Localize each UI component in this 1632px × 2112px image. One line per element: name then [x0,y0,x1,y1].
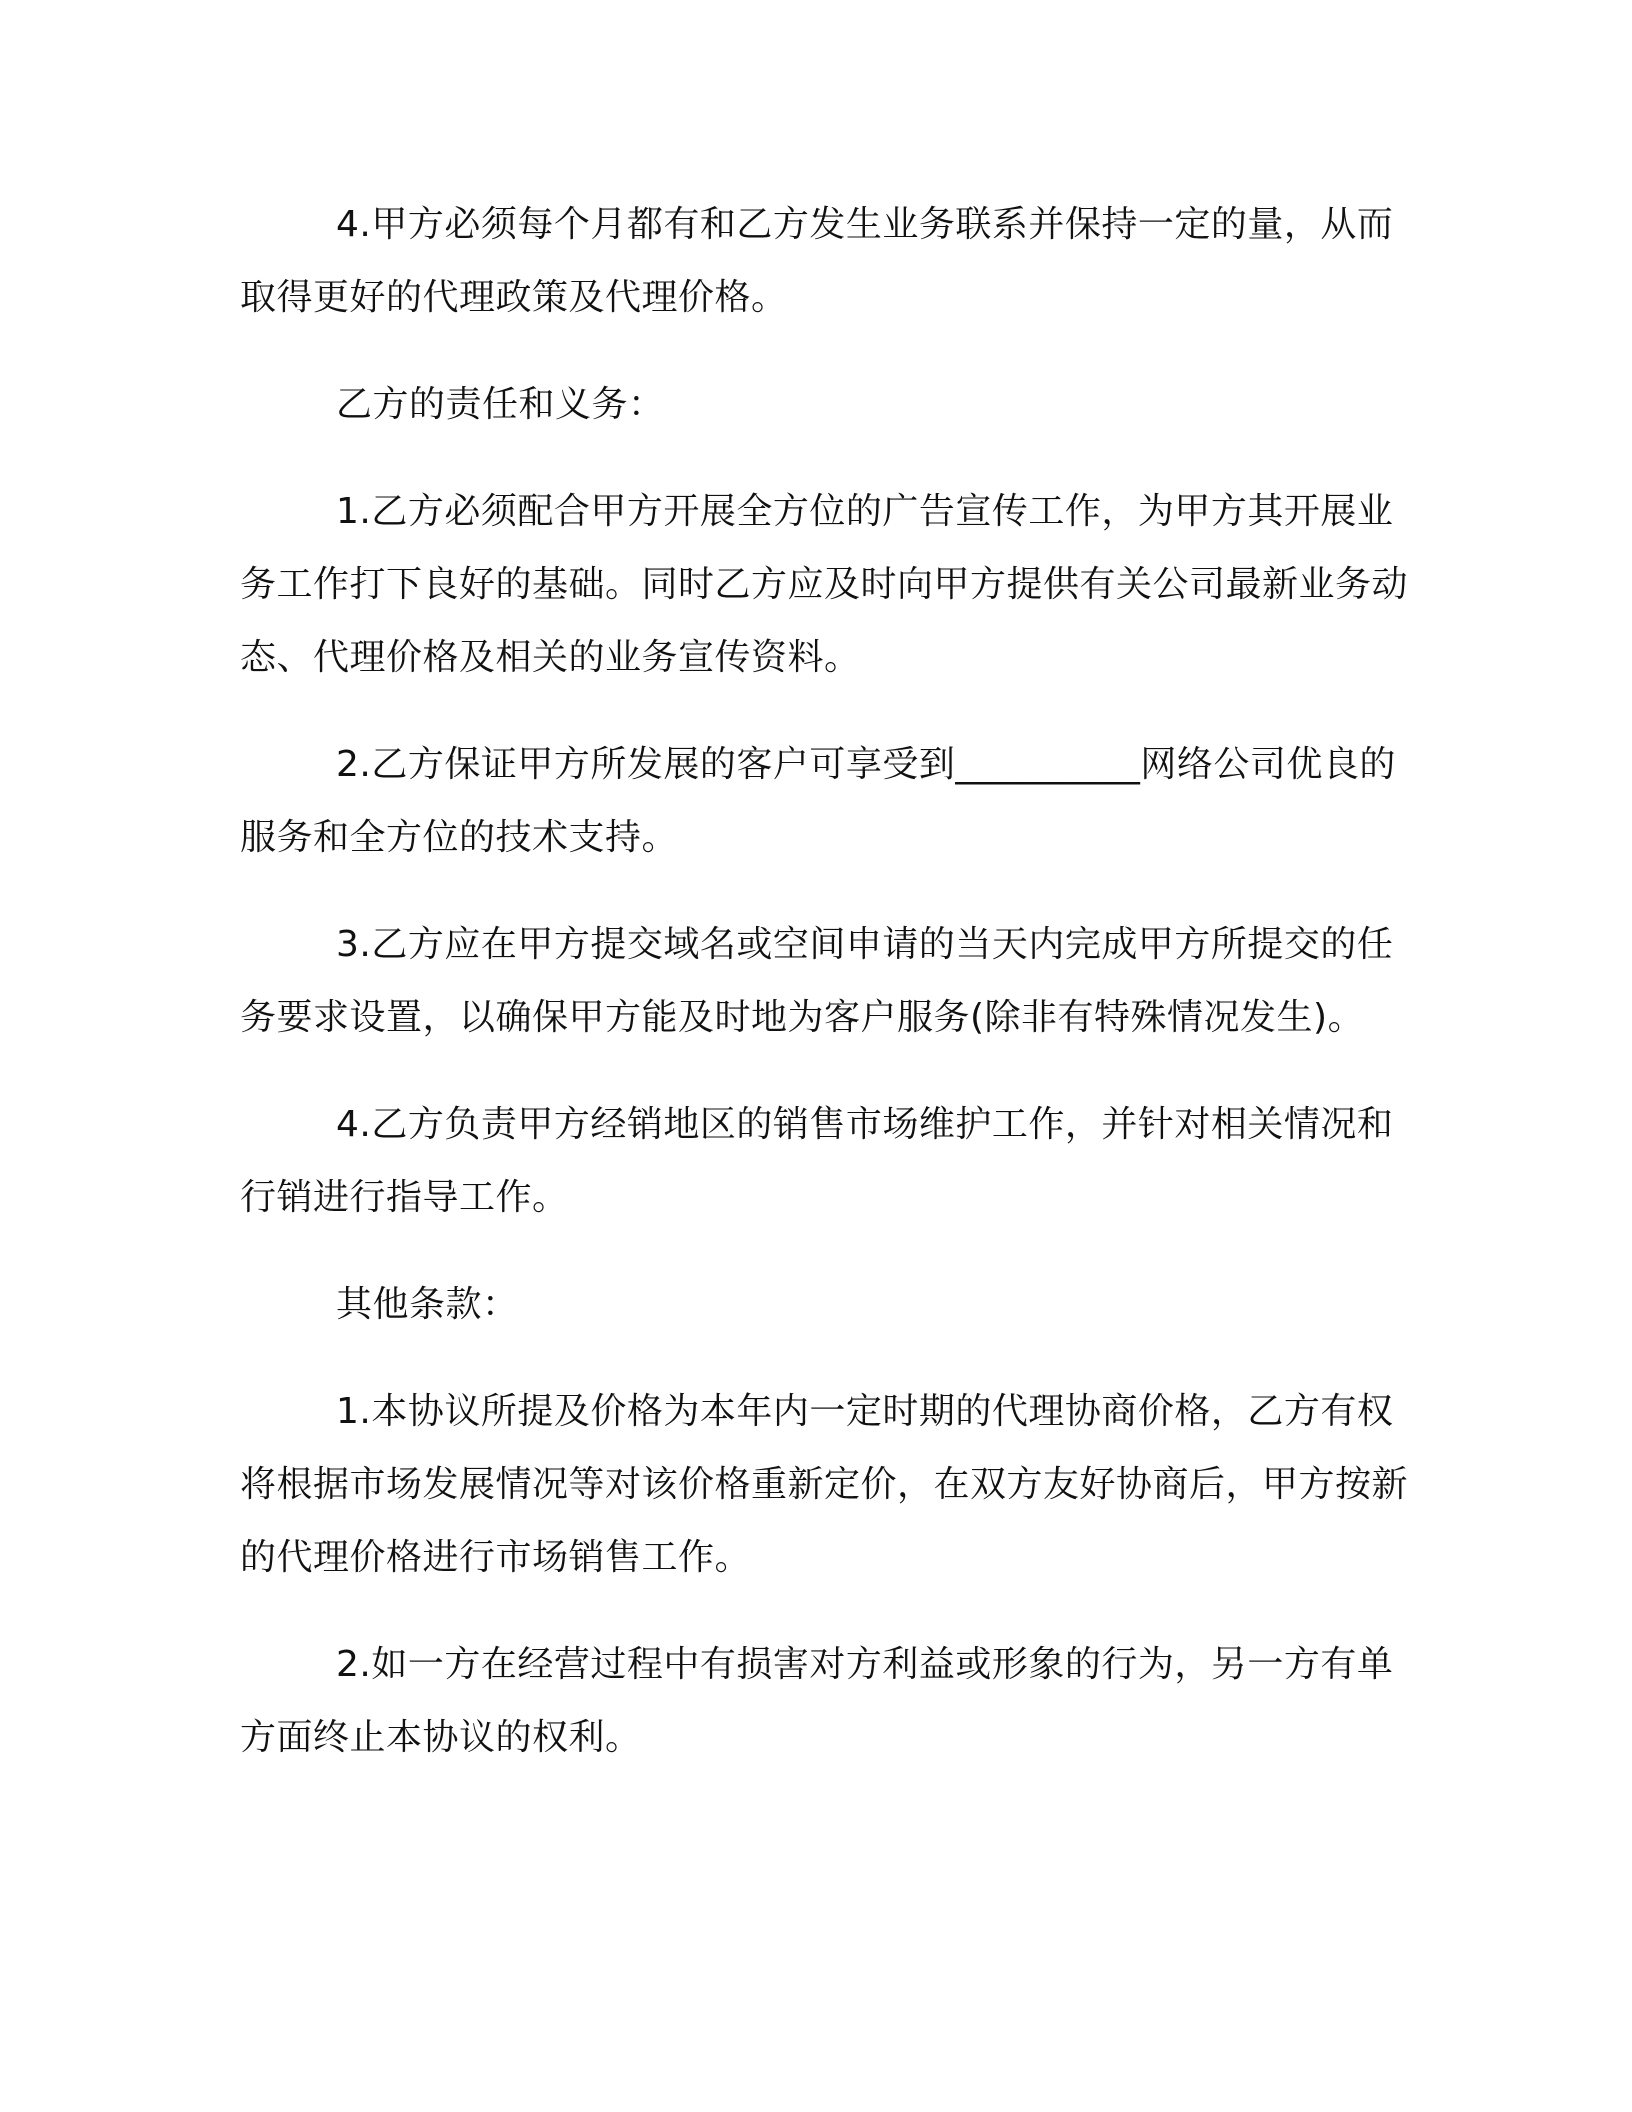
paragraph-party-a-item-4: 4.甲方必须每个月都有和乙方发生业务联系并保持一定的量，从而取得更好的代理政策及代理价格。 [240,204,1394,318]
paragraph-party-b-item-1: 1.乙方必须配合甲方开展全方位的广告宣传工作，为甲方其开展业务工作打下良好的基础。同时乙方应及时向甲方提供有关公司最新业务动态、代理价格及相关的业务宣传资料。 [240,491,1409,678]
section-heading-other-terms: 其他条款： [336,1284,519,1325]
paragraph-other-terms-item-1: 1.本协议所提及价格为本年内一定时期的代理协商价格，乙方有权将根据市场发展情况等对该价格重新定价，在双方友好协商后，甲方按新的代理价格进行市场销售工作。 [240,1391,1409,1578]
paragraph-party-b-item-3: 3.乙方应在甲方提交域名或空间申请的当天内完成甲方所提交的任务要求设置，以确保甲方能及时地为客户服务(除非有特殊情况发生)。 [240,924,1394,1038]
paragraph-party-b-item-2: 2.乙方保证甲方所发展的客户可享受到__________网络公司优良的服务和全方位的技术支持。 [240,744,1396,858]
document-body [240,188,1410,1774]
paragraph-party-b-item-4: 4.乙方负责甲方经销地区的销售市场维护工作，并针对相关情况和行销进行指导工作。 [240,1104,1394,1218]
section-heading-party-b-duties: 乙方的责任和义务： [336,384,665,425]
paragraph-other-terms-item-2: 2.如一方在经营过程中有损害对方利益或形象的行为，另一方有单方面终止本协议的权利。 [240,1644,1394,1758]
